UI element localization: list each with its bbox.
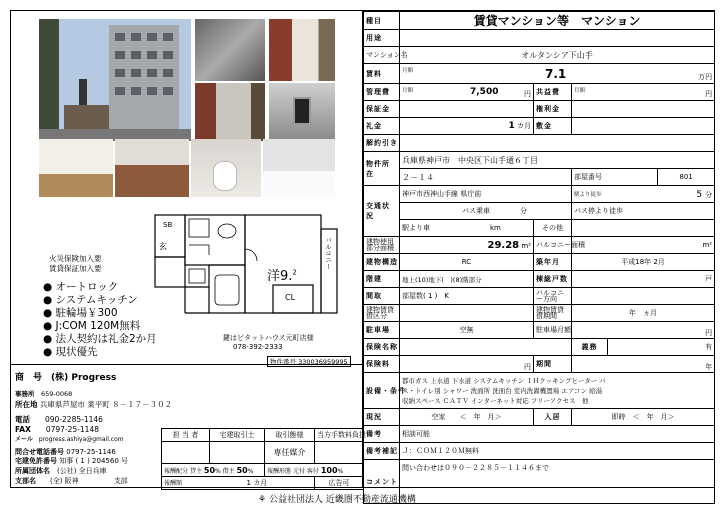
building-illustration — [39, 19, 191, 141]
footer-text: 公益社団法人 近畿圏不動産流通機構 — [268, 495, 416, 505]
entrance-label: 玄 — [159, 242, 167, 251]
remuneration-cell — [162, 464, 265, 477]
layout-label: 間取 — [364, 288, 400, 305]
floor-value: 地上(10)地下( )(8)階部分 — [400, 271, 534, 288]
facilities-line: ス・トイレ別 シャワー 洗面所 洗面台 室内洗濯機置場 エアコン 給湯 — [402, 386, 603, 395]
balcony-area-unit: m² — [572, 237, 715, 254]
feature-text: 法人契約は礼金2か月 — [55, 333, 157, 345]
area-label: 建物使用部分面積 — [364, 237, 400, 254]
key-money-value — [572, 101, 715, 118]
area-cell — [400, 237, 534, 254]
walk-unit: 分 — [705, 191, 713, 199]
room-label — [267, 265, 297, 284]
line-value: 神戸市西神山手線 県庁前 — [400, 186, 572, 203]
kitchen-photo — [115, 139, 189, 197]
premium-label: 保険料 — [364, 356, 400, 373]
fee-header-burden: 当方手数料負担 — [315, 429, 364, 442]
borrower-pct: 50 — [236, 465, 248, 475]
type-label: 種目 — [364, 12, 400, 30]
balcony-label: バルコニー — [324, 237, 332, 270]
rent-cell — [400, 64, 715, 84]
room-size-unit: 2 — [292, 268, 297, 277]
mail-row — [15, 434, 124, 443]
room-photo — [39, 139, 113, 197]
obligation-value: 有 — [608, 339, 715, 356]
reikin-label: 礼金 — [364, 118, 400, 135]
postal-code: 659-0068 — [41, 390, 73, 398]
footer-org — [258, 492, 416, 505]
association-name: (公社) 全日兵庫 — [57, 467, 107, 475]
walk-cell — [572, 186, 715, 203]
direction-value — [572, 288, 715, 305]
period-label: 建物賃貸借区分 — [364, 305, 400, 322]
sb-label: SB — [163, 221, 173, 229]
building-name: オルタンシア下山手 — [400, 47, 715, 64]
parking-unit: 円 — [572, 322, 715, 339]
remarks-label: 備考 — [364, 426, 400, 443]
remarks2-value: Ｊ：ＣＯＭ１２０Ｍ無料 — [400, 443, 715, 460]
office-label: 事務所 — [15, 390, 35, 398]
closet-label: CL — [285, 293, 296, 302]
reikin-cell — [400, 118, 534, 135]
fee-form-cell — [265, 464, 364, 477]
parking-value: 空無 — [400, 322, 534, 339]
car-cell — [400, 220, 534, 237]
units-label: 棟総戸数 — [534, 271, 572, 288]
feature-list — [43, 281, 157, 359]
insurance-note-2: 賃貸保証加入要 — [49, 264, 102, 273]
area-value: 29.28 — [487, 239, 520, 251]
property-number: 物件番号 330036959995 — [267, 356, 351, 367]
feature-item: ● システムキッチン — [43, 294, 138, 306]
built-label: 築年月 — [534, 254, 572, 271]
transport-label: 交通状況 — [364, 186, 400, 237]
association-label: 所属団体名 — [15, 467, 50, 475]
mailbox-photo — [195, 83, 265, 141]
office-row — [15, 389, 72, 398]
comment-label: コメント — [364, 460, 400, 504]
branch-row — [15, 476, 128, 486]
contract-label: 建物賃貸借期間 — [534, 305, 572, 322]
use-value — [400, 30, 715, 47]
facilities-line: 都市ガス 上水道 下水道 システムキッチン ＩＨクッキングヒーター バ — [402, 376, 606, 385]
amortization-label: 解約引き — [364, 135, 400, 152]
feature-text: システムキッチン — [55, 294, 138, 306]
remarks-value: 相談可能 — [400, 426, 715, 443]
license-number: 知事 ( 1 ) 204560 号 — [59, 457, 128, 465]
guarantee-label: 保証金 — [364, 101, 400, 118]
dest-label: 客付 — [306, 467, 319, 475]
left-panel — [11, 11, 366, 487]
facilities-label: 設備・条件 — [364, 373, 400, 409]
key-info: 鍵はピタットハウス元町店様 — [223, 334, 314, 342]
use-label: 用途 — [364, 30, 400, 47]
location-label: 物件所在 — [364, 152, 400, 186]
flyer-sheet — [10, 10, 715, 488]
walk-value: 5 — [696, 190, 703, 200]
feature-text: 駐輪場￥300 — [55, 307, 118, 319]
mgmt-unit: 円 — [524, 90, 531, 98]
shikikin-value — [572, 118, 715, 135]
obligation-label: 義務 — [572, 339, 608, 356]
toilet-photo — [191, 139, 261, 197]
parking-label: 駐車場 — [364, 322, 400, 339]
km-unit: km — [490, 224, 501, 232]
rent-sub: 月額 — [402, 68, 414, 74]
pct-sign: % — [215, 467, 221, 475]
reward-unit: カ月 — [253, 479, 268, 487]
key-money-label: 権利金 — [534, 101, 572, 118]
period-value — [400, 305, 534, 322]
facilities-value — [400, 373, 715, 409]
inquiry-label: 問合せ電話番号 — [15, 448, 64, 456]
mgmt-sub: 月額 — [402, 88, 414, 94]
type-value: 賃貸マンション等 マンション — [400, 12, 715, 30]
balcony-area-label: バルコニー面積 — [534, 237, 572, 254]
bus-walk-label: バス停より徒歩 — [572, 203, 715, 220]
branch-name: (全) 阪神 — [50, 477, 79, 485]
feature-text: 現状優先 — [55, 346, 98, 358]
other-label: その他 — [534, 220, 572, 237]
association-row — [15, 466, 107, 476]
trade-name: (株) Progress — [51, 373, 117, 383]
direction-label: バルコニー方向 — [534, 288, 572, 305]
feature-text: オートロック — [55, 281, 119, 293]
remarks2-label: 備考補記 — [364, 443, 400, 460]
common-label: 共益費 — [534, 84, 572, 101]
floor-plan-drawing — [149, 209, 344, 321]
status-value: 空家 ＜ 年 月＞ — [400, 409, 534, 426]
name-label: マンション名 — [364, 47, 400, 64]
remuneration-label: 報酬配分 — [164, 467, 189, 475]
status-label: 現況 — [364, 409, 400, 426]
common-unit: 円 — [705, 90, 713, 98]
tel-label: 電話 — [15, 415, 30, 424]
term-unit: 年 — [572, 356, 715, 373]
other-value — [572, 220, 715, 237]
shikikin-label: 敷金 — [534, 118, 572, 135]
feature-item: ● 法人契約は礼金2か月 — [43, 333, 157, 345]
key-tel: 078-392-2333 — [233, 343, 283, 351]
room-size-value: 洋9. — [267, 269, 293, 284]
contract-value: 年 ヵ月 — [572, 305, 715, 322]
branch-suffix: 支部 — [113, 477, 128, 485]
burden-cell — [315, 442, 364, 464]
insurance-label: 保険名称 — [364, 339, 400, 356]
pct-sign: % — [247, 467, 254, 475]
inquiry-tel: 0797-25-1146 — [66, 448, 116, 456]
rent-unit: 万円 — [698, 73, 713, 81]
agent-mail: progress.ashiya@gmail.com — [38, 436, 124, 443]
address-row — [15, 399, 172, 410]
reikin-unit: カ月 — [517, 122, 531, 130]
floor-label: 階建 — [364, 271, 400, 288]
built-value: 平成18年 2月 — [572, 254, 715, 271]
trade-label: 商 号 — [15, 373, 43, 383]
reward-label: 報酬額 — [164, 480, 183, 487]
spec-panel — [363, 11, 714, 487]
mail-label: メール — [15, 436, 33, 443]
license-row — [15, 456, 128, 466]
feature-item: ● 現状優先 — [43, 346, 98, 358]
structure-label: 建物構造 — [364, 254, 400, 271]
staff-cell — [162, 442, 210, 464]
agent-address: 兵庫県芦屋市 業平町 ８－１７－３０２ — [39, 400, 173, 409]
dest-pct: 100 — [320, 465, 338, 475]
movein-value: 即時 ＜ 年 月＞ — [572, 409, 715, 426]
agent-fax: 0797-25-1148 — [45, 425, 99, 434]
bus-cell — [400, 203, 572, 220]
structure-value: RC — [400, 254, 534, 271]
mgmt-label: 管理費 — [364, 84, 400, 101]
reikin-value: 1 — [508, 121, 515, 131]
movein-label: 入居 — [534, 409, 572, 426]
origin-label: 元付 — [292, 467, 305, 475]
location-value-2: ２－１４ — [400, 169, 572, 186]
common-sub: 月額 — [574, 88, 586, 94]
room-no-label: 部屋番号 — [572, 169, 658, 186]
location-value: 兵庫県神戸市 中央区下山手通６丁目 — [400, 152, 715, 169]
trade-name-row — [15, 370, 116, 383]
comment-value: 問い合わせは０９０－２２８５－１１４６まで — [400, 460, 715, 504]
entrance-photo — [195, 19, 265, 81]
feature-item: ● 駐輪場￥300 — [43, 307, 118, 319]
ad-cell: 広告可 — [315, 477, 364, 490]
feature-item: ● J:COM 120M無料 — [43, 320, 141, 332]
bus-unit: 分 — [520, 207, 527, 215]
mgmt-cell — [400, 84, 534, 101]
agent-tel: 090-2285-1146 — [45, 415, 103, 424]
reward-cell — [162, 477, 315, 490]
address-label: 所在地 — [15, 400, 38, 409]
bus-label: バス乗車 — [462, 207, 490, 215]
rent-value: 7.1 — [545, 67, 567, 81]
bathroom-photo — [263, 139, 335, 197]
units-unit: 戸 — [572, 271, 715, 288]
licensed-cell — [210, 442, 265, 464]
rent-label: 賃料 — [364, 64, 400, 84]
floor-plan — [149, 209, 344, 321]
fee-header-mode: 取引態様 — [265, 429, 315, 442]
fax-label: FAX — [15, 425, 31, 434]
reward-value: 1 — [246, 479, 251, 487]
common-cell — [572, 84, 715, 101]
lender-pct: 50 — [203, 465, 216, 475]
mgmt-value: 7,500 — [470, 87, 499, 97]
facilities-line: 収納スペース ＣＡＴＶ インターネット対応 フリーアクセス 他 — [402, 396, 589, 405]
feature-item: ● オートロック — [43, 281, 119, 293]
fee-header-staff: 担 当 者 — [162, 429, 210, 442]
parking-fee-label: 駐車場月額 — [534, 322, 572, 339]
insurance-note-1: 火災保険加入要 — [49, 254, 102, 263]
area-unit: m² — [521, 241, 531, 250]
feature-text: J:COM 120M無料 — [55, 320, 141, 332]
premium-unit: 円 — [400, 356, 534, 373]
intercom-photo — [269, 83, 335, 141]
guarantee-value — [400, 101, 534, 118]
borrower-label: 借主 — [222, 467, 235, 475]
room-no: 801 — [658, 169, 715, 186]
lender-label: 貸主 — [189, 467, 202, 475]
license-label: 宅建免許番号 — [15, 457, 57, 465]
fee-form-label: 報酬形態 — [267, 467, 292, 475]
pct-sign: % — [337, 467, 344, 475]
spec-table — [363, 11, 715, 504]
fee-table — [161, 428, 364, 490]
insurance-value — [400, 339, 572, 356]
walk-label: 駅より徒歩 — [574, 192, 602, 198]
term-label: 期間 — [534, 356, 572, 373]
amortization-value — [400, 135, 715, 152]
mode-cell: 専任媒介 — [265, 442, 315, 464]
fee-header-licensed: 宅建取引士 — [210, 429, 265, 442]
car-label: 駅より車 — [402, 224, 430, 232]
hallway-photo — [269, 19, 335, 81]
org-logo-icon: ⚘ — [258, 495, 267, 505]
building-exterior-photo — [39, 19, 191, 141]
branch-label: 支部名 — [15, 477, 36, 485]
divider — [11, 364, 363, 365]
layout-value: 部屋数( 1 ) K — [400, 288, 534, 305]
